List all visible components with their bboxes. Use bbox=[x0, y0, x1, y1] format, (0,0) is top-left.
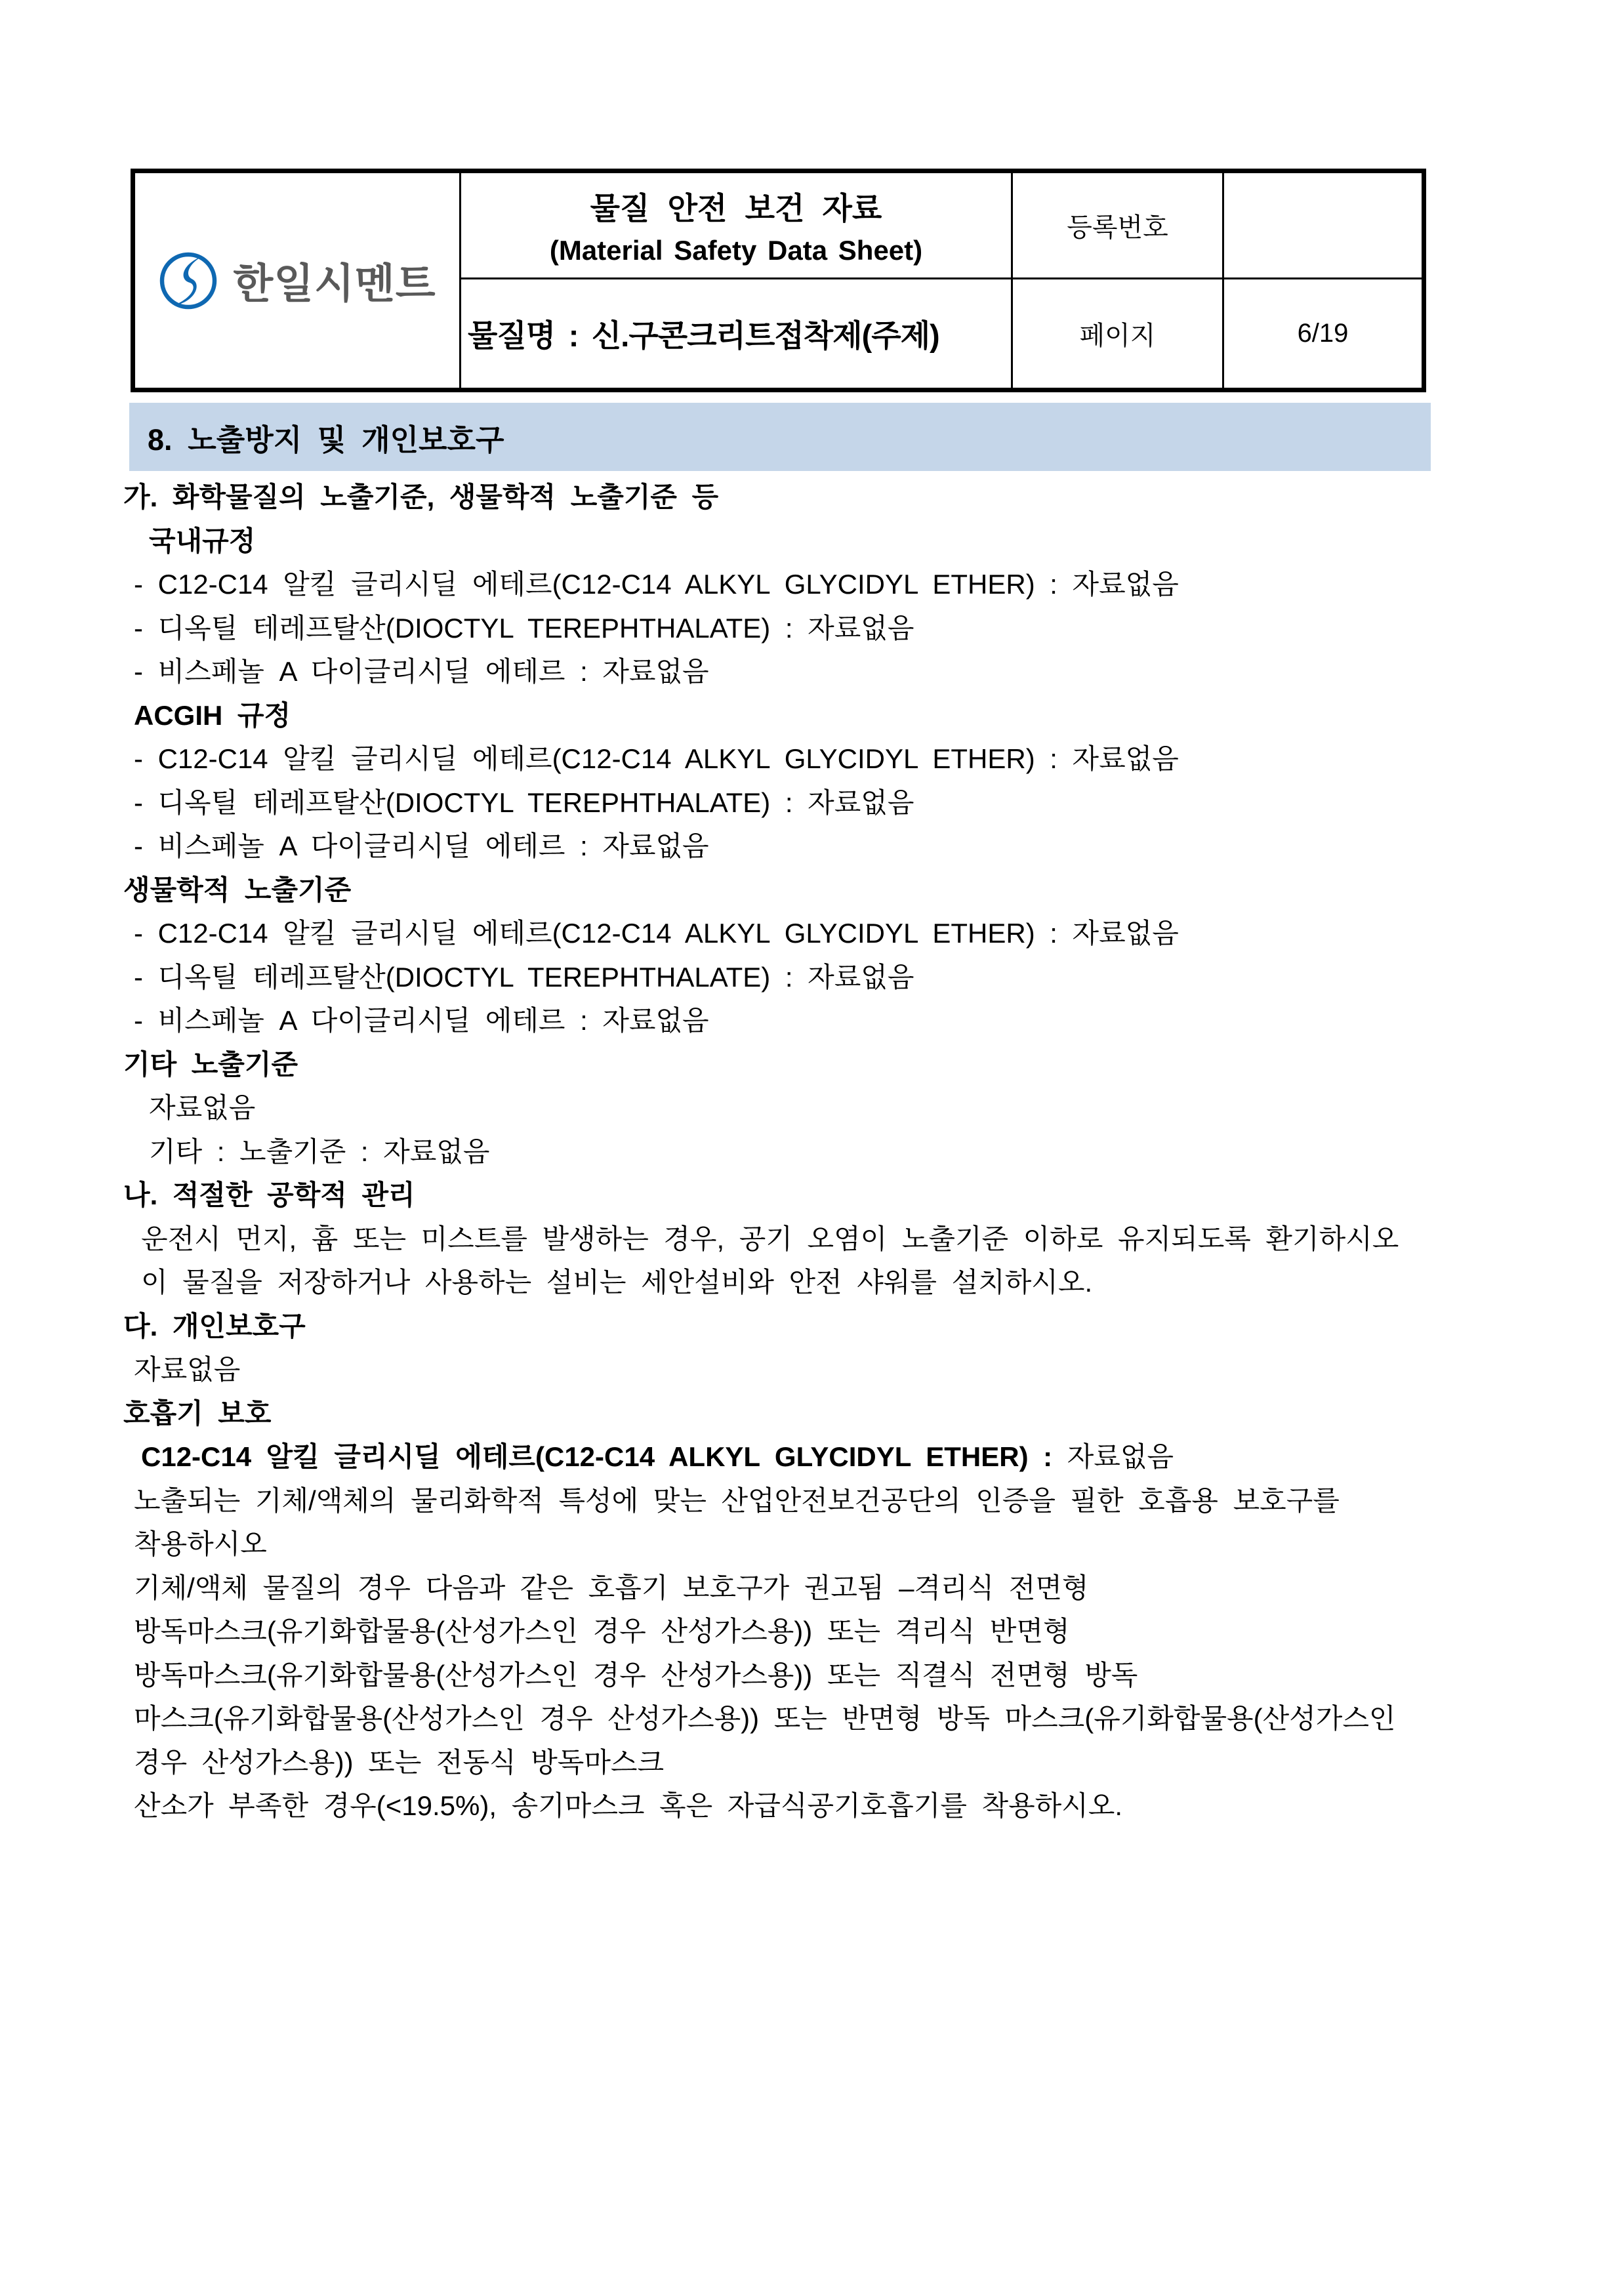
body-line: - C12-C14 알킬 글리시딜 에테르(C12-C14 ALKYL GLYCIDYL ETHER) : 자료없음 bbox=[134, 918, 1179, 949]
body-line: - 디옥틸 테레프탈산(DIOCTYL TEREPHTHALATE) : 자료없음 bbox=[134, 787, 914, 818]
body-line: 나. 적절한 공학적 관리 bbox=[123, 1179, 415, 1210]
body-line: 마스크(유기화합물용(산성가스인 경우 산성가스용)) 또는 반면형 방독 마스크(유기화합물용(산성가스인 bbox=[134, 1703, 1396, 1734]
body-line: 호흡기 보호 bbox=[123, 1397, 272, 1429]
logo-cell bbox=[135, 173, 461, 388]
body-line: 방독마스크(유기화합물용(산성가스인 경우 산성가스용)) 또는 격리식 반면형 bbox=[134, 1616, 1070, 1647]
page-label: 페이지 bbox=[1013, 279, 1224, 388]
body-line: 경우 산성가스용)) 또는 전동식 방독마스크 bbox=[134, 1746, 665, 1778]
body-line: C12-C14 알킬 글리시딜 에테르(C12-C14 ALKYL GLYCIDYL ETHER) : 자료없음 bbox=[141, 1441, 1174, 1472]
registration-number-label: 등록번호 bbox=[1013, 173, 1224, 279]
page-number: 6/19 bbox=[1297, 319, 1349, 348]
body-line: - C12-C14 알킬 글리시딜 에테르(C12-C14 ALKYL GLYCIDYL ETHER) : 자료없음 bbox=[134, 743, 1179, 774]
material-name: 물질명 : 신.구콘크리트접착제(주제) bbox=[468, 318, 939, 353]
body-line: 국내규정 bbox=[149, 525, 256, 556]
body-line: - 비스페놀 A 다이글리시딜 에테르 : 자료없음 bbox=[134, 830, 709, 861]
header-table bbox=[131, 169, 1426, 392]
body-line: - 비스페놀 A 다이글리시딜 에테르 : 자료없음 bbox=[134, 1005, 709, 1036]
section-8-title: 8. 노출방지 및 개인보호구 bbox=[148, 422, 504, 457]
company-name: 한일시멘트 bbox=[233, 261, 436, 307]
body-line: 방독마스크(유기화합물용(산성가스인 경우 산성가스용)) 또는 직결식 전면형 방독 bbox=[134, 1659, 1138, 1691]
body-line: 이 물질을 저장하거나 사용하는 설비는 세안설비와 안전 샤워를 설치하시오. bbox=[141, 1267, 1093, 1298]
document-title-korean: 물질 안전 보건 자료 bbox=[590, 191, 882, 226]
body-line: 기타 노출기준 bbox=[123, 1048, 298, 1080]
body-line: 자료없음 bbox=[149, 1092, 256, 1123]
body-line: 생물학적 노출기준 bbox=[123, 874, 352, 905]
body-line: 노출되는 기체/액체의 물리화학적 특성에 맞는 산업안전보건공단의 인증을 필한 호흡용 보호구를 bbox=[134, 1485, 1340, 1516]
material-name-cell bbox=[461, 279, 1013, 388]
body-line: 다. 개인보호구 bbox=[123, 1310, 306, 1342]
body-line: 산소가 부족한 경우(<19.5%), 송기마스크 혹은 자급식공기호흡기를 착용하시오. bbox=[134, 1790, 1123, 1821]
document-title-cell bbox=[461, 173, 1013, 279]
body-line: 자료없음 bbox=[134, 1354, 241, 1385]
body-line: - 디옥틸 테레프탈산(DIOCTYL TEREPHTHALATE) : 자료없음 bbox=[134, 612, 914, 644]
hanil-s-logo-icon bbox=[158, 251, 218, 311]
body-line: 기타 : 노출기준 : 자료없음 bbox=[149, 1136, 490, 1167]
body-line: 가. 화학물질의 노출기준, 생물학적 노출기준 등 bbox=[123, 482, 719, 512]
section-8-body bbox=[123, 476, 1508, 1828]
body-line: - C12-C14 알킬 글리시딜 에테르(C12-C14 ALKYL GLYCIDYL ETHER) : 자료없음 bbox=[134, 569, 1179, 600]
registration-number-value bbox=[1224, 173, 1422, 279]
body-line: 착용하시오 bbox=[134, 1528, 267, 1559]
document-title-english: (Material Safety Data Sheet) bbox=[549, 235, 923, 266]
body-line: 운전시 먼지, 흄 또는 미스트를 발생하는 경우, 공기 오염이 노출기준 이하로 유지되도록 환기하시오 bbox=[141, 1223, 1399, 1254]
body-line: - 비스페놀 A 다이글리시딜 에테르 : 자료없음 bbox=[134, 656, 709, 687]
section-8-header-band bbox=[129, 403, 1431, 471]
body-line: 기체/액체 물질의 경우 다음과 같은 호흡기 보호구가 권고됨 –격리식 전면형 bbox=[134, 1572, 1089, 1603]
body-line: - 디옥틸 테레프탈산(DIOCTYL TEREPHTHALATE) : 자료없음 bbox=[134, 961, 914, 993]
body-line: ACGIH 규정 bbox=[134, 699, 291, 731]
